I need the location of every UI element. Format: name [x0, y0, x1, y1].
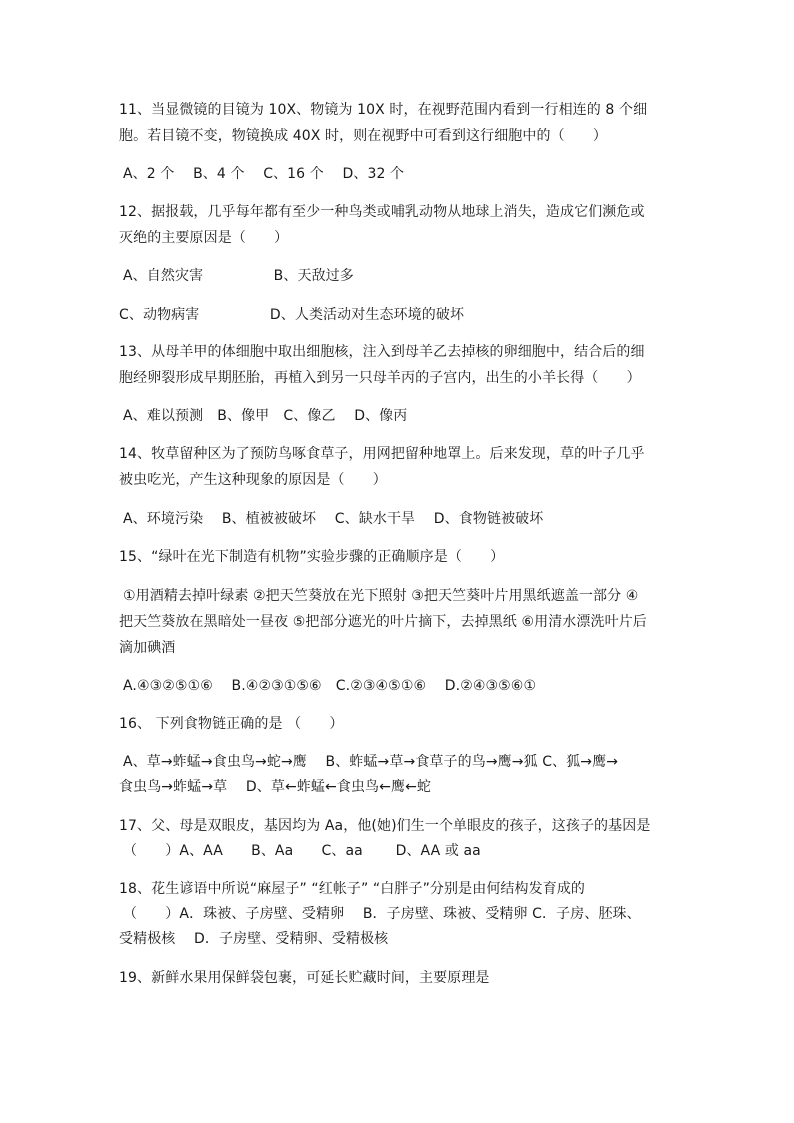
q19-stem-line-1: 19、新鲜水果用保鲜袋包裹，可延长贮藏时间，主要原理是: [119, 970, 490, 986]
q13-stem-line-2: 胞经卵裂形成早期胚胎，再植入到另一只母羊丙的子宫内，出生的小羊长得（ ）: [119, 370, 641, 386]
q11-stem-line-2: 胞。若目镜不变，物镜换成 40X 时，则在视野中可看到这行细胞中的（ ）: [119, 128, 608, 144]
q12-options-row-2: C、动物病害 D、人类活动对生态环境的破坏: [119, 307, 465, 323]
q14-stem-line-1: 14、牧草留种区为了预防鸟啄食草子，用网把留种地罩上。后来发现，草的叶子几乎: [119, 446, 645, 462]
q12-options-row-1: A、自然灾害 B、天敌过多: [123, 268, 354, 284]
q15-steps-line-1: ①用酒精去掉叶绿素 ②把天竺葵放在光下照射 ③把天竺葵叶片用黑纸遮盖一部分 ④: [123, 588, 639, 604]
q18-stem-line-1: 18、花生谚语中所说“麻屋子” “红帐子” “白胖子”分别是由何结构发育成的: [119, 881, 586, 897]
q15-stem-line-1: 15、“绿叶在光下制造有机物”实验步骤的正确顺序是（ ）: [119, 549, 505, 565]
q15-steps-line-3: 滴加碘酒: [119, 640, 176, 656]
q18-stem-line-2: （ ）A．珠被、子房壁、受精卵 B．子房壁、珠被、受精卵 C．子房、胚珠、: [123, 906, 641, 922]
q16-options-line-2: 食虫鸟→蚱蜢→草 D、草←蚱蜢←食虫鸟←鹰←蛇: [119, 779, 432, 795]
q16-stem-line-1: 16、 下列食物链正确的是 （ ）: [119, 716, 344, 732]
q14-options: A、环境污染 B、植被被破坏 C、缺水干旱 D、食物链被破坏: [123, 511, 544, 527]
q15-options: A.④③②⑤①⑥ B.④②③①⑤⑥ C.②③④⑤①⑥ D.②④③⑤⑥①: [123, 678, 537, 694]
q13-stem-line-1: 13、从母羊甲的体细胞中取出细胞核，注入到母羊乙去掉核的卵细胞中，结合后的细: [119, 344, 645, 360]
q11-stem-line-1: 11、当显微镜的目镜为 10X、物镜为 10X 时，在视野范围内看到一行相连的 8 个细: [119, 102, 648, 118]
q15-steps-line-2: 把天竺葵放在黑暗处一昼夜 ⑤把部分遮光的叶片摘下，去掉黑纸 ⑥用清水漂洗叶片后: [119, 614, 647, 630]
q14-stem-line-2: 被虫吃光，产生这种现象的原因是（ ）: [119, 472, 387, 488]
q16-options-line-1: A、草→蚱蜢→食虫鸟→蛇→鹰 B、蚱蜢→草→食草子的鸟→鹰→狐 C、狐→鹰→: [123, 754, 619, 770]
q17-stem-line-2: （ ）A、AA B、Aa C、aa D、AA 或 aa: [123, 843, 481, 859]
q12-stem-line-2: 灭绝的主要原因是（ ）: [119, 230, 289, 246]
q13-options: A、难以预测 B、像甲 C、像乙 D、像丙: [123, 408, 408, 424]
q18-stem-line-3: 受精极核 D．子房壁、受精卵、受精极核: [119, 931, 389, 947]
q12-stem-line-1: 12、据报载，几乎每年都有至少一种鸟类或哺乳动物从地球上消失，造成它们濒危或: [119, 204, 645, 220]
q11-options: A、2 个 B、4 个 C、16 个 D、32 个: [123, 166, 405, 182]
q17-stem-line-1: 17、父、母是双眼皮，基因均为 Aa，他(她)们生一个单眼皮的孩子，这孩子的基因是: [119, 818, 651, 834]
